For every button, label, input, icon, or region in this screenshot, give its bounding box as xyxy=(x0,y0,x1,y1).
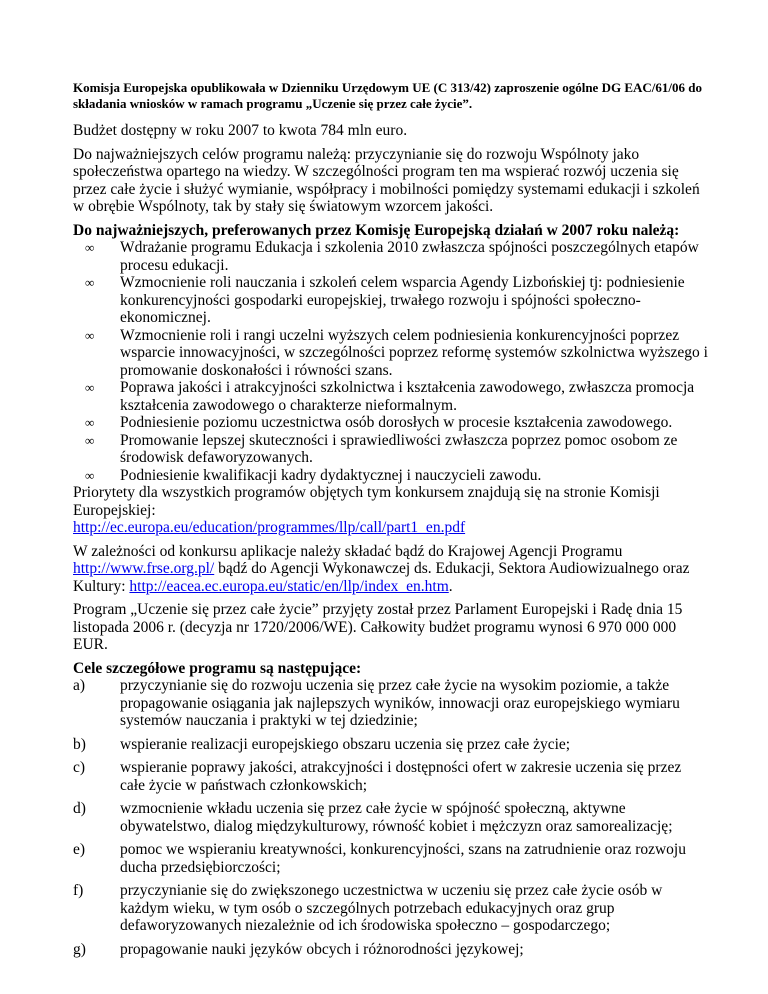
budget-paragraph: Budżet dostępny w roku 2007 to kwota 784 mln euro. xyxy=(73,122,408,139)
program-info-paragraph: Program „Uczenie się przez całe życie” przyjęty został przez Parlament Europejski i Radę dnia 15 listopada 2006 r. (decyzja nr 1720/2006/WE). Całkowity budżet programu wynosi 6 970 000 000 EUR. xyxy=(73,601,683,653)
priorities-list xyxy=(73,239,708,484)
list-item: ∞ Podniesienie kwalifikacji kadry dydaktycznej i nauczycieli zawodu. xyxy=(85,466,542,484)
priorities-link[interactable]: http://ec.europa.eu/education/programmes/llp/call/part1_en.pdf xyxy=(73,519,466,536)
list-item: f) przyczynianie się do zwiększonego uczestnictwa w uczeniu się przez całe życie osób w każdym wieku, w tym osób o szczególnych potrzebach edukacyjnych oraz grup defaworyzowanych niezależnie od ich środowiska społeczno – gospodarczego; xyxy=(73,882,663,934)
list-item: g) propagowanie nauki języków obcych i różnorodności językowej; xyxy=(73,940,524,958)
eacea-link[interactable]: http://eacea.ec.europa.eu/static/en/llp/index_en.htm xyxy=(129,577,449,595)
infinity-bullet-icon: ∞ xyxy=(85,467,95,483)
list-item: ∞ Wdrażanie programu Edukacja i szkolenia 2010 zwłaszcza spójności poszczególnych etapów procesu edukacji. xyxy=(85,239,699,274)
priorities-note: Priorytety dla wszystkich programów objętych tym konkursem znajdują się na stronie Komisji Europejskiej: xyxy=(73,484,660,519)
frse-link[interactable]: http://www.frse.org.pl/ xyxy=(73,560,215,577)
list-item: ∞ Promowanie lepszej skuteczności i sprawiedliwości zwłaszcza poprzez pomoc osobom ze środowisk defaworyzowanych. xyxy=(85,431,678,466)
list-item: e) pomoc we wspieraniu kreatywności, konkurencyjności, szans na zatrudnienie oraz rozwoju ducha przedsiębiorczości; xyxy=(73,841,686,876)
list-item: b) wspieranie realizacji europejskiego obszaru uczenia się przez całe życie; xyxy=(73,735,571,753)
priorities-heading: Do najważniejszych, preferowanych przez Komisję Europejską działań w 2007 roku należą: xyxy=(73,221,680,239)
list-item: ∞ Poprawa jakości i atrakcyjności szkolnictwa i kształcenia zawodowego, zwłaszcza promocja kształcenia zawodowego o charakterze nieformalnym. xyxy=(85,379,695,414)
list-item: ∞ Podniesienie poziomu uczestnictwa osób dorosłych w procesie kształcenia zawodowego. xyxy=(85,414,673,431)
list-item: ∞ Wzmocnienie roli i rangi uczelni wyższych celem podniesienia konkurencyjności poprzez wsparcie innowacyjności, w szczególności poprzez reformę systemów szkolnictwa wyższego i promowanie doskonałości i równości szans. xyxy=(85,326,708,379)
infinity-bullet-icon: ∞ xyxy=(85,415,95,430)
infinity-bullet-icon: ∞ xyxy=(85,327,95,343)
goals-paragraph: Do najważniejszych celów programu należą: przyczynianie się do rozwoju Wspólnoty jako społeczeństwa opartego na wiedzy. W szczególności program ten ma wspierać rozwój uczenia się przez całe życie i służyć wymianie, współpracy i mobilności pomiędzy systemami edukacji i szkoleń w obrębie Wspólnoty, tak by stały się światowym wzorcem jakości. xyxy=(73,145,700,215)
list-item: a) przyczynianie się do rozwoju uczenia się przez całe życie na wysokim poziomie, a także propagowanie osiągania jak najlepszych wyników, innowacji oraz europejskiego wymiaru systemów nauczania i praktyki w tej dziedzinie; xyxy=(73,677,680,729)
infinity-bullet-icon: ∞ xyxy=(85,240,95,255)
priorities-link-line xyxy=(73,519,708,537)
list-item: ∞ Wzmocnienie roli nauczania i szkoleń celem wsparcia Agendy Lizbońskiej tj: podniesienie konkurencyjności gospodarki europejskiej, trwałego rozwoju i spójności społeczno-ekonomicznej. xyxy=(85,274,685,326)
document-heading: Komisja Europejska opublikowała w Dzienniku Urzędowym UE (C 313/42) zaproszenie ogólne DG EAC/61/06 do składania wniosków w ramach programu „Uczenie się przez całe życie”. xyxy=(73,80,702,111)
list-item: d) wzmocnienie wkładu uczenia się przez całe życie w spójność społeczną, aktywne obywatelstwo, dialog międzykulturowy, równość kobiet i mężczyzn oraz samorealizację; xyxy=(73,800,673,835)
objectives-list xyxy=(73,677,708,958)
infinity-bullet-icon: ∞ xyxy=(85,432,95,448)
objectives-heading: Cele szczegółowe programu są następujące: xyxy=(73,659,362,677)
infinity-bullet-icon: ∞ xyxy=(85,380,95,395)
list-item: c) wspieranie poprawy jakości, atrakcyjności i dostępności ofert w zakresie uczenia się przez całe życie w państwach członkowskich; xyxy=(73,759,682,794)
infinity-bullet-icon: ∞ xyxy=(85,275,95,290)
apply-paragraph: W zależności od konkursu aplikacje należy składać bądź do Krajowej Agencji Programu http://www.frse.org.pl/ bądź do Agencji Wykonawczej ds. Edukacji, Sektora Audiowizualnego oraz Kultury: http://eacea.ec.europa.eu/static/en/llp/index_en.htm. xyxy=(73,542,690,595)
